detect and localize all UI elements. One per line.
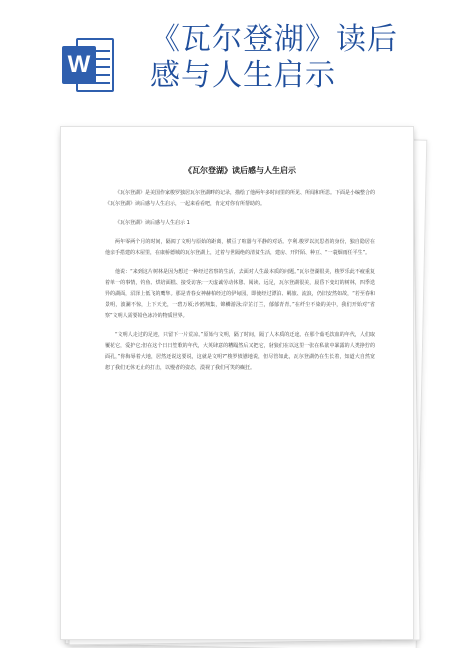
document-body [105, 165, 375, 382]
document-paragraph: 两年零两个月的时间，隔阂了文明与原始的距离，横亘了喧嚣与平静的对话。亨利.梭罗以沉思者的身份，独自隐居在他亲手搭建的木屋里，在康桥德城的瓦尔登湖上，过着与世隔绝的清贫生活，建房、开阡陌、种豆、“一蓑烟雨任平生”。 [105, 239, 375, 256]
document-paragraph: 《瓦尔登湖》是美国作家梭罗独居瓦尔登湖畔的记录，描绘了他两年多时间里的所见、所闻和所思。下面是小编整合的《瓦尔登湖》读后感与人生启示，一起来看看吧，肯定对你有所帮助的。 [105, 190, 376, 207]
document-title: 《瓦尔登湖》读后感与人生启示 [184, 166, 296, 175]
word-badge: W [62, 46, 96, 84]
word-document-icon [62, 38, 114, 92]
banner-title-line-1: 《瓦尔登湖》读后 [150, 22, 398, 57]
footer-strip [0, 648, 474, 669]
document-section-heading: 《瓦尔登湖》读后感与人生启示 1 [115, 220, 190, 226]
banner-title-line-2: 感与人生启示 [150, 58, 336, 93]
banner-title [150, 22, 470, 94]
document-paragraph: 他说：“来到这片树林是因为想过一种经过省察的生活，去面对人生最本质的问题。”瓦尔登湖很美，梭罗乐此不疲重复着单一的事情，钓鱼、烘培面糕、接受访客;一天虚诚劳动休憩、阅读、远足，瓦尔登湖很美，晨昏下变幻的树林，四季迭异的湖面，沼泽上低飞的鹰隼。那是青春女神赫柏经过的伊甸园，即使经过漂泊、羁旅、流浪，仍旧安然如故，“若至春和景明，波澜不惊，上下天光，一碧万顷;沙鸥翔集，锦鳞游泳;岸芷汀兰，郁郁青青。”在纤尘不染的美中，我们开始对“省察”文明人需要铅色冰冷的物质世界。 [105, 269, 375, 319]
document-preview [60, 126, 420, 646]
banner [0, 0, 474, 110]
paper-sheet-front [60, 126, 414, 640]
document-paragraph: “文明人走过的足迹，只留下一片荒凉。”原始与文明，隔了时间，隔了人本质的迁途。在那个茹毛饮血的年代，人们取覆花它，爱护它;但在这个日日笙歌的年代，大英肆意的糟蹋然后又把它，豺狼们在以这里一张在私欲中暴露的人类挣狞的面孔，”你侮辱着大地，居然还说这要说，这就是文明?”梭罗愤懑地说，但尽管如此，瓦尔登湖仍在生长着，知道大自然宽恕了我们无休无止的打击，以慢者的姿态，漠视了我们可笑的癫狂。 [105, 332, 375, 371]
